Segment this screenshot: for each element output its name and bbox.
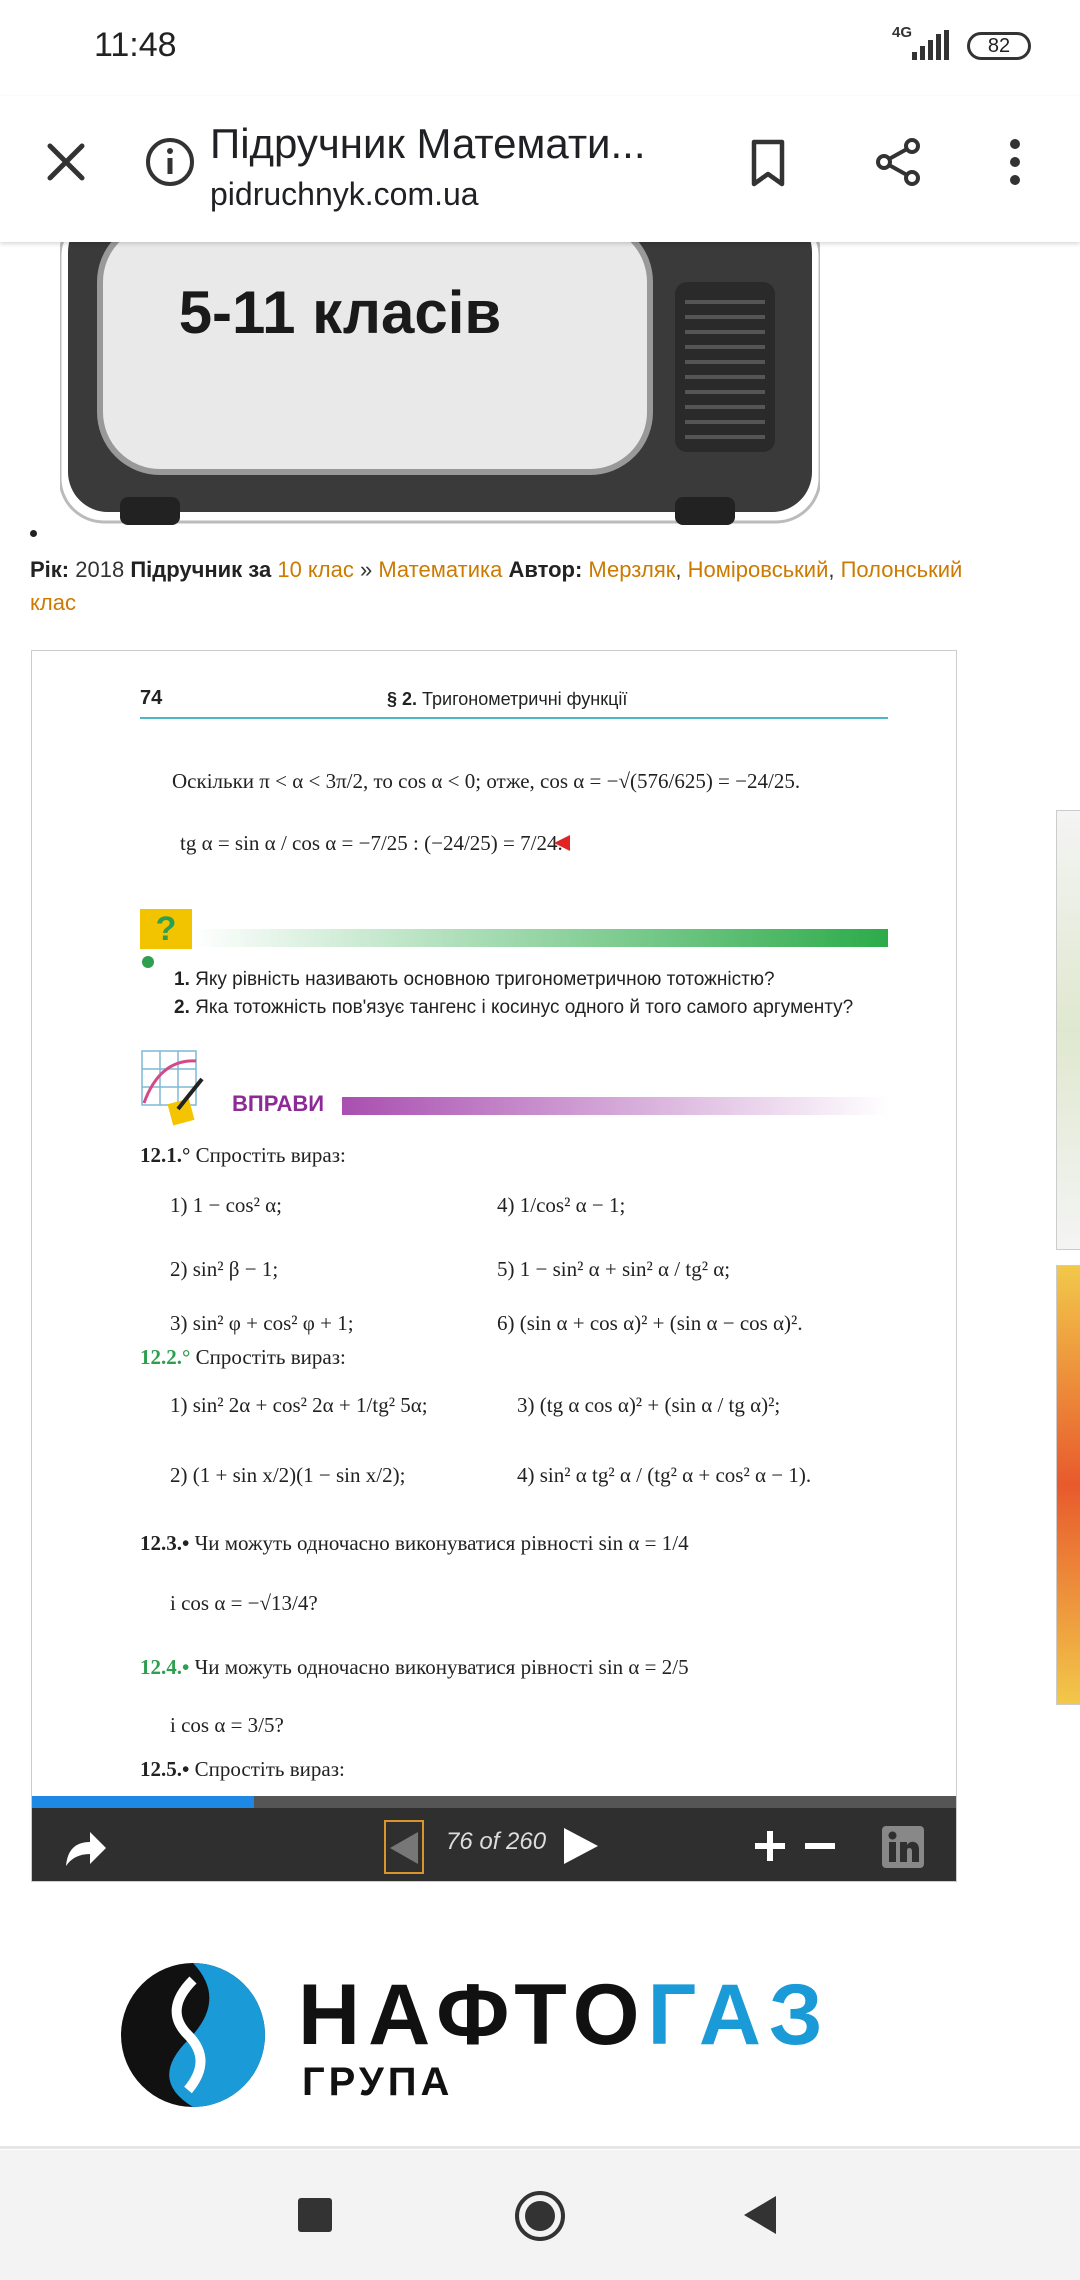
exercise-item: 6) (sin α + cos α)² + (sin α − cos α)².	[497, 1311, 803, 1335]
recents-icon[interactable]	[298, 2198, 332, 2232]
exercise-number: 12.1.°	[140, 1143, 191, 1167]
side-ad-thumbnail[interactable]	[1056, 810, 1080, 1250]
linkedin-icon[interactable]	[882, 1826, 924, 1868]
separator: »	[359, 557, 373, 582]
page-url[interactable]: pidruchnyk.com.ua	[210, 176, 479, 212]
questions-bar	[192, 929, 888, 947]
exercise-text: Чи можуть одночасно виконуватися рівності sin α = 1/4	[194, 1531, 689, 1555]
end-of-solution-marker	[554, 835, 570, 851]
signal-icon	[912, 30, 950, 60]
textbook-label: Підручник за	[130, 557, 272, 582]
exercise-12-2	[140, 1345, 346, 1370]
share-icon[interactable]	[870, 134, 926, 190]
author-link[interactable]: Номіровський	[687, 557, 829, 582]
exercise-item: 3) (tg α cos α)² + (sin α / tg α)²;	[517, 1393, 781, 1417]
info-icon[interactable]	[144, 136, 196, 188]
question-1	[174, 969, 775, 991]
question-number: 2.	[174, 997, 190, 1018]
exercise-text-cont: і cos α = −√13/4?	[170, 1591, 318, 1615]
exercise-text: Чи можуть одночасно виконуватися рівності sin α = 2/5	[194, 1655, 689, 1679]
viewer-controls	[32, 1808, 957, 1882]
status-bar	[0, 0, 1080, 96]
question-2	[174, 997, 853, 1019]
exercise-12-4	[140, 1655, 689, 1680]
question-dot	[142, 956, 154, 968]
exercise-item: 4) sin² α tg² α / (tg² α + cos² α − 1).	[517, 1463, 812, 1487]
question-number: 1.	[174, 969, 190, 990]
back-icon[interactable]	[742, 2194, 778, 2236]
author-link[interactable]: Полонський	[840, 557, 963, 582]
question-text: Яка тотожність пов'язує тангенс і косинус одного й того самого аргументу?	[195, 997, 854, 1018]
list-bullet	[30, 530, 37, 537]
year-value: 2018	[75, 557, 125, 582]
home-icon[interactable]	[514, 2190, 566, 2242]
exercise-number: 12.5.•	[140, 1757, 190, 1781]
question-icon: ?	[140, 909, 192, 949]
exercise-item: 1) sin² 2α + cos² 2α + 1/tg² 5α;	[170, 1393, 428, 1417]
side-ad-thumbnail[interactable]	[1056, 1265, 1080, 1705]
exercise-text: Спростіть вираз:	[195, 1143, 346, 1167]
exercise-item: 2) (1 + sin x/2)(1 − sin x/2);	[170, 1463, 406, 1487]
exercise-item: 4) 1/cos² α − 1;	[497, 1193, 626, 1217]
exercise-text: Спростіть вираз:	[195, 1345, 346, 1369]
exercise-text: Спростіть вираз:	[194, 1757, 345, 1781]
author-link[interactable]: Мерзляк	[588, 557, 676, 582]
grade-link-wrap[interactable]: клас	[30, 590, 76, 615]
battery-level: 82	[987, 35, 1011, 57]
share-arrow-icon[interactable]	[62, 1828, 108, 1868]
naftogaz-subtitle: ГРУПА	[302, 2060, 454, 2104]
header-rule	[140, 717, 888, 719]
more-options-icon[interactable]	[995, 134, 1035, 190]
zoom-in-icon[interactable]	[752, 1828, 788, 1864]
book-meta: Рік: 2018 Підручник за 10 клас » Математика Автор: Мерзляк, Номіровський, Полонський клас	[30, 557, 963, 615]
status-time: 11:48	[94, 26, 177, 64]
pdf-viewer[interactable]	[31, 650, 957, 1882]
exercise-item: 2) sin² β − 1;	[170, 1257, 279, 1281]
browser-toolbar	[0, 96, 1080, 242]
solution-line-1: Оскільки π < α < 3π/2, то cos α < 0; отже, cos α = −√(576/625) = −24/25.	[172, 769, 801, 793]
network-type: 4G	[892, 24, 913, 41]
brand-part: НАФТО	[298, 1967, 648, 2063]
page-indicator: 76 of 260	[446, 1828, 547, 1855]
exercises-title: ВПРАВИ	[232, 1091, 325, 1116]
naftogaz-wordmark	[298, 1966, 831, 2065]
page-title: Підручник Математи...	[210, 120, 646, 167]
naftogaz-logo-icon	[118, 1960, 268, 2110]
reading-progress-bar[interactable]	[32, 1796, 957, 1808]
naftogaz-ad[interactable]	[118, 1960, 878, 2110]
close-icon[interactable]	[40, 136, 92, 188]
exercise-12-5	[140, 1757, 345, 1782]
exercise-item: 5) 1 − sin² α + sin² α / tg² α;	[497, 1257, 731, 1281]
next-page-button[interactable]	[562, 1826, 600, 1866]
exercise-12-3	[140, 1531, 689, 1556]
exercise-item: 1) 1 − cos² α;	[170, 1193, 282, 1217]
battery-icon	[967, 32, 1031, 60]
solution-line-2: tg α = sin α / cos α = −7/25 : (−24/25) = 7/24.	[180, 831, 563, 855]
question-text: Яку рівність називають основною тригонометричною тотожністю?	[195, 969, 775, 990]
page-number: 74	[140, 687, 163, 709]
page-header	[387, 689, 627, 710]
exercise-12-1	[140, 1143, 346, 1168]
exercise-item: 3) sin² φ + cos² φ + 1;	[170, 1311, 354, 1335]
exercises-bar	[342, 1097, 888, 1115]
brand-part: ГАЗ	[647, 1967, 831, 2063]
exercises-icon	[140, 1049, 204, 1129]
banner-text: 5-11 класів	[178, 279, 502, 346]
system-nav-bar	[0, 2150, 1080, 2280]
year-label: Рік:	[30, 557, 70, 582]
divider	[0, 2146, 1080, 2149]
section-number: § 2.	[387, 689, 418, 709]
section-title: Тригонометричні функції	[422, 689, 628, 709]
exercise-number: 12.3.•	[140, 1531, 190, 1555]
subject-link[interactable]: Математика	[378, 557, 503, 582]
bookmark-icon[interactable]	[740, 134, 796, 190]
grade-link[interactable]: 10 клас	[277, 557, 354, 582]
exercise-text-cont: і cos α = 3/5?	[170, 1713, 284, 1737]
exercise-number: 12.4.•	[140, 1655, 190, 1679]
reading-progress-fill	[32, 1796, 254, 1808]
textbook-page	[32, 651, 957, 1796]
prev-arrow-icon	[388, 1830, 420, 1866]
previous-page-button[interactable]	[384, 1820, 424, 1874]
exercise-number: 12.2.°	[140, 1345, 191, 1369]
zoom-out-icon[interactable]	[802, 1828, 838, 1864]
author-label: Автор:	[508, 557, 583, 582]
